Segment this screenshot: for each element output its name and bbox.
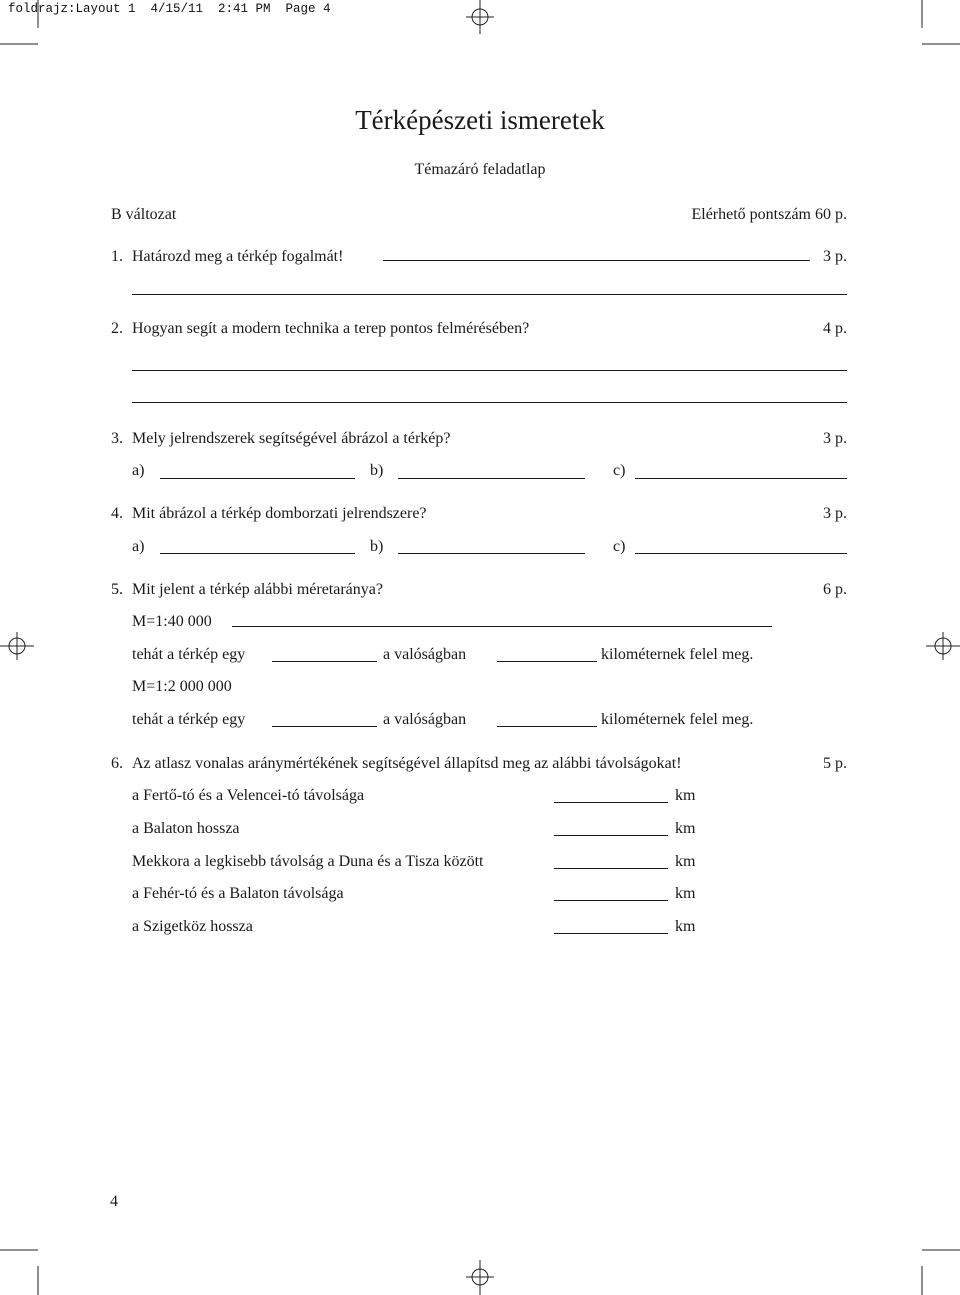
page-number: 4 bbox=[110, 1193, 118, 1210]
distance-item: a Szigetköz hossza bbox=[132, 918, 253, 935]
answer-line[interactable] bbox=[398, 553, 585, 554]
answer-line[interactable] bbox=[398, 478, 585, 479]
question-2-points: 4 p. bbox=[823, 320, 847, 337]
question-6-text: Az atlasz vonalas aránymértékének segítségével állapítsd meg az alábbi távolságokat! bbox=[132, 755, 682, 772]
scale-1-label: M=1:40 000 bbox=[132, 613, 212, 630]
scale-1-sentence-middle: a valóságban bbox=[383, 646, 467, 663]
scale-1-sentence-start: tehát a térkép egy bbox=[132, 646, 246, 663]
answer-line[interactable] bbox=[272, 661, 377, 662]
question-5-text: Mit jelent a térkép alábbi méretaránya? bbox=[132, 581, 383, 598]
question-4-points: 3 p. bbox=[823, 505, 847, 522]
distance-item: a Fehér-tó és a Balaton távolsága bbox=[132, 885, 344, 902]
answer-line[interactable] bbox=[132, 402, 847, 403]
question-6-number: 6. bbox=[111, 755, 123, 772]
answer-line[interactable] bbox=[554, 868, 668, 869]
page-title: Térképészeti ismeretek bbox=[355, 105, 605, 135]
question-6-points: 5 p. bbox=[823, 755, 847, 772]
answer-line[interactable] bbox=[635, 553, 847, 554]
option-b-label: b) bbox=[370, 462, 384, 479]
answer-line[interactable] bbox=[554, 933, 668, 934]
answer-line[interactable] bbox=[132, 294, 847, 295]
unit-label: km bbox=[675, 820, 696, 837]
unit-label: km bbox=[675, 853, 696, 870]
unit-label: km bbox=[675, 885, 696, 902]
option-c-label: c) bbox=[613, 462, 626, 479]
answer-line[interactable] bbox=[497, 726, 597, 727]
question-3-text: Mely jelrendszerek segítségével ábrázol a térkép? bbox=[132, 430, 451, 447]
answer-line[interactable] bbox=[160, 553, 355, 554]
question-2-text: Hogyan segít a modern technika a terep pontos felmérésében? bbox=[132, 320, 530, 337]
variant-label: B változat bbox=[111, 206, 177, 223]
question-5-points: 6 p. bbox=[823, 581, 847, 598]
answer-line[interactable] bbox=[635, 478, 847, 479]
unit-label: km bbox=[675, 787, 696, 804]
scale-2-sentence-end: kilométernek felel meg. bbox=[601, 711, 754, 728]
scale-2-sentence-middle: a valóságban bbox=[383, 711, 467, 728]
question-1-number: 1. bbox=[111, 248, 123, 265]
answer-line[interactable] bbox=[272, 726, 377, 727]
scale-1-sentence-end: kilométernek felel meg. bbox=[601, 646, 754, 663]
question-4-number: 4. bbox=[111, 505, 123, 522]
question-4-text: Mit ábrázol a térkép domborzati jelrendszere? bbox=[132, 505, 427, 522]
question-3-points: 3 p. bbox=[823, 430, 847, 447]
answer-line[interactable] bbox=[132, 370, 847, 371]
answer-line[interactable] bbox=[383, 260, 810, 261]
option-a-label: a) bbox=[132, 462, 145, 479]
scale-2-label: M=1:2 000 000 bbox=[132, 678, 232, 695]
option-a-label: a) bbox=[132, 538, 145, 555]
answer-line[interactable] bbox=[160, 478, 355, 479]
question-2-number: 2. bbox=[111, 320, 123, 337]
answer-line[interactable] bbox=[232, 626, 772, 627]
question-1-points: 3 p. bbox=[823, 248, 847, 265]
option-c-label: c) bbox=[613, 538, 626, 555]
option-b-label: b) bbox=[370, 538, 384, 555]
distance-item: Mekkora a legkisebb távolság a Duna és a Tisza között bbox=[132, 853, 484, 870]
scale-2-sentence-start: tehát a térkép egy bbox=[132, 711, 246, 728]
question-3-number: 3. bbox=[111, 430, 123, 447]
question-5-number: 5. bbox=[111, 581, 123, 598]
answer-line[interactable] bbox=[497, 661, 597, 662]
page-subtitle: Témazáró feladatlap bbox=[414, 161, 546, 178]
distance-item: a Fertő-tó és a Velencei-tó távolsága bbox=[132, 787, 365, 804]
max-points: Elérhető pontszám 60 p. bbox=[691, 206, 847, 223]
unit-label: km bbox=[675, 918, 696, 935]
question-1-text: Határozd meg a térkép fogalmát! bbox=[132, 248, 344, 265]
distance-item: a Balaton hossza bbox=[132, 820, 240, 837]
answer-line[interactable] bbox=[554, 835, 668, 836]
answer-line[interactable] bbox=[554, 900, 668, 901]
answer-line[interactable] bbox=[554, 802, 668, 803]
print-slug: foldrajz:Layout 1 4/15/11 2:41 PM Page 4 bbox=[8, 2, 331, 16]
